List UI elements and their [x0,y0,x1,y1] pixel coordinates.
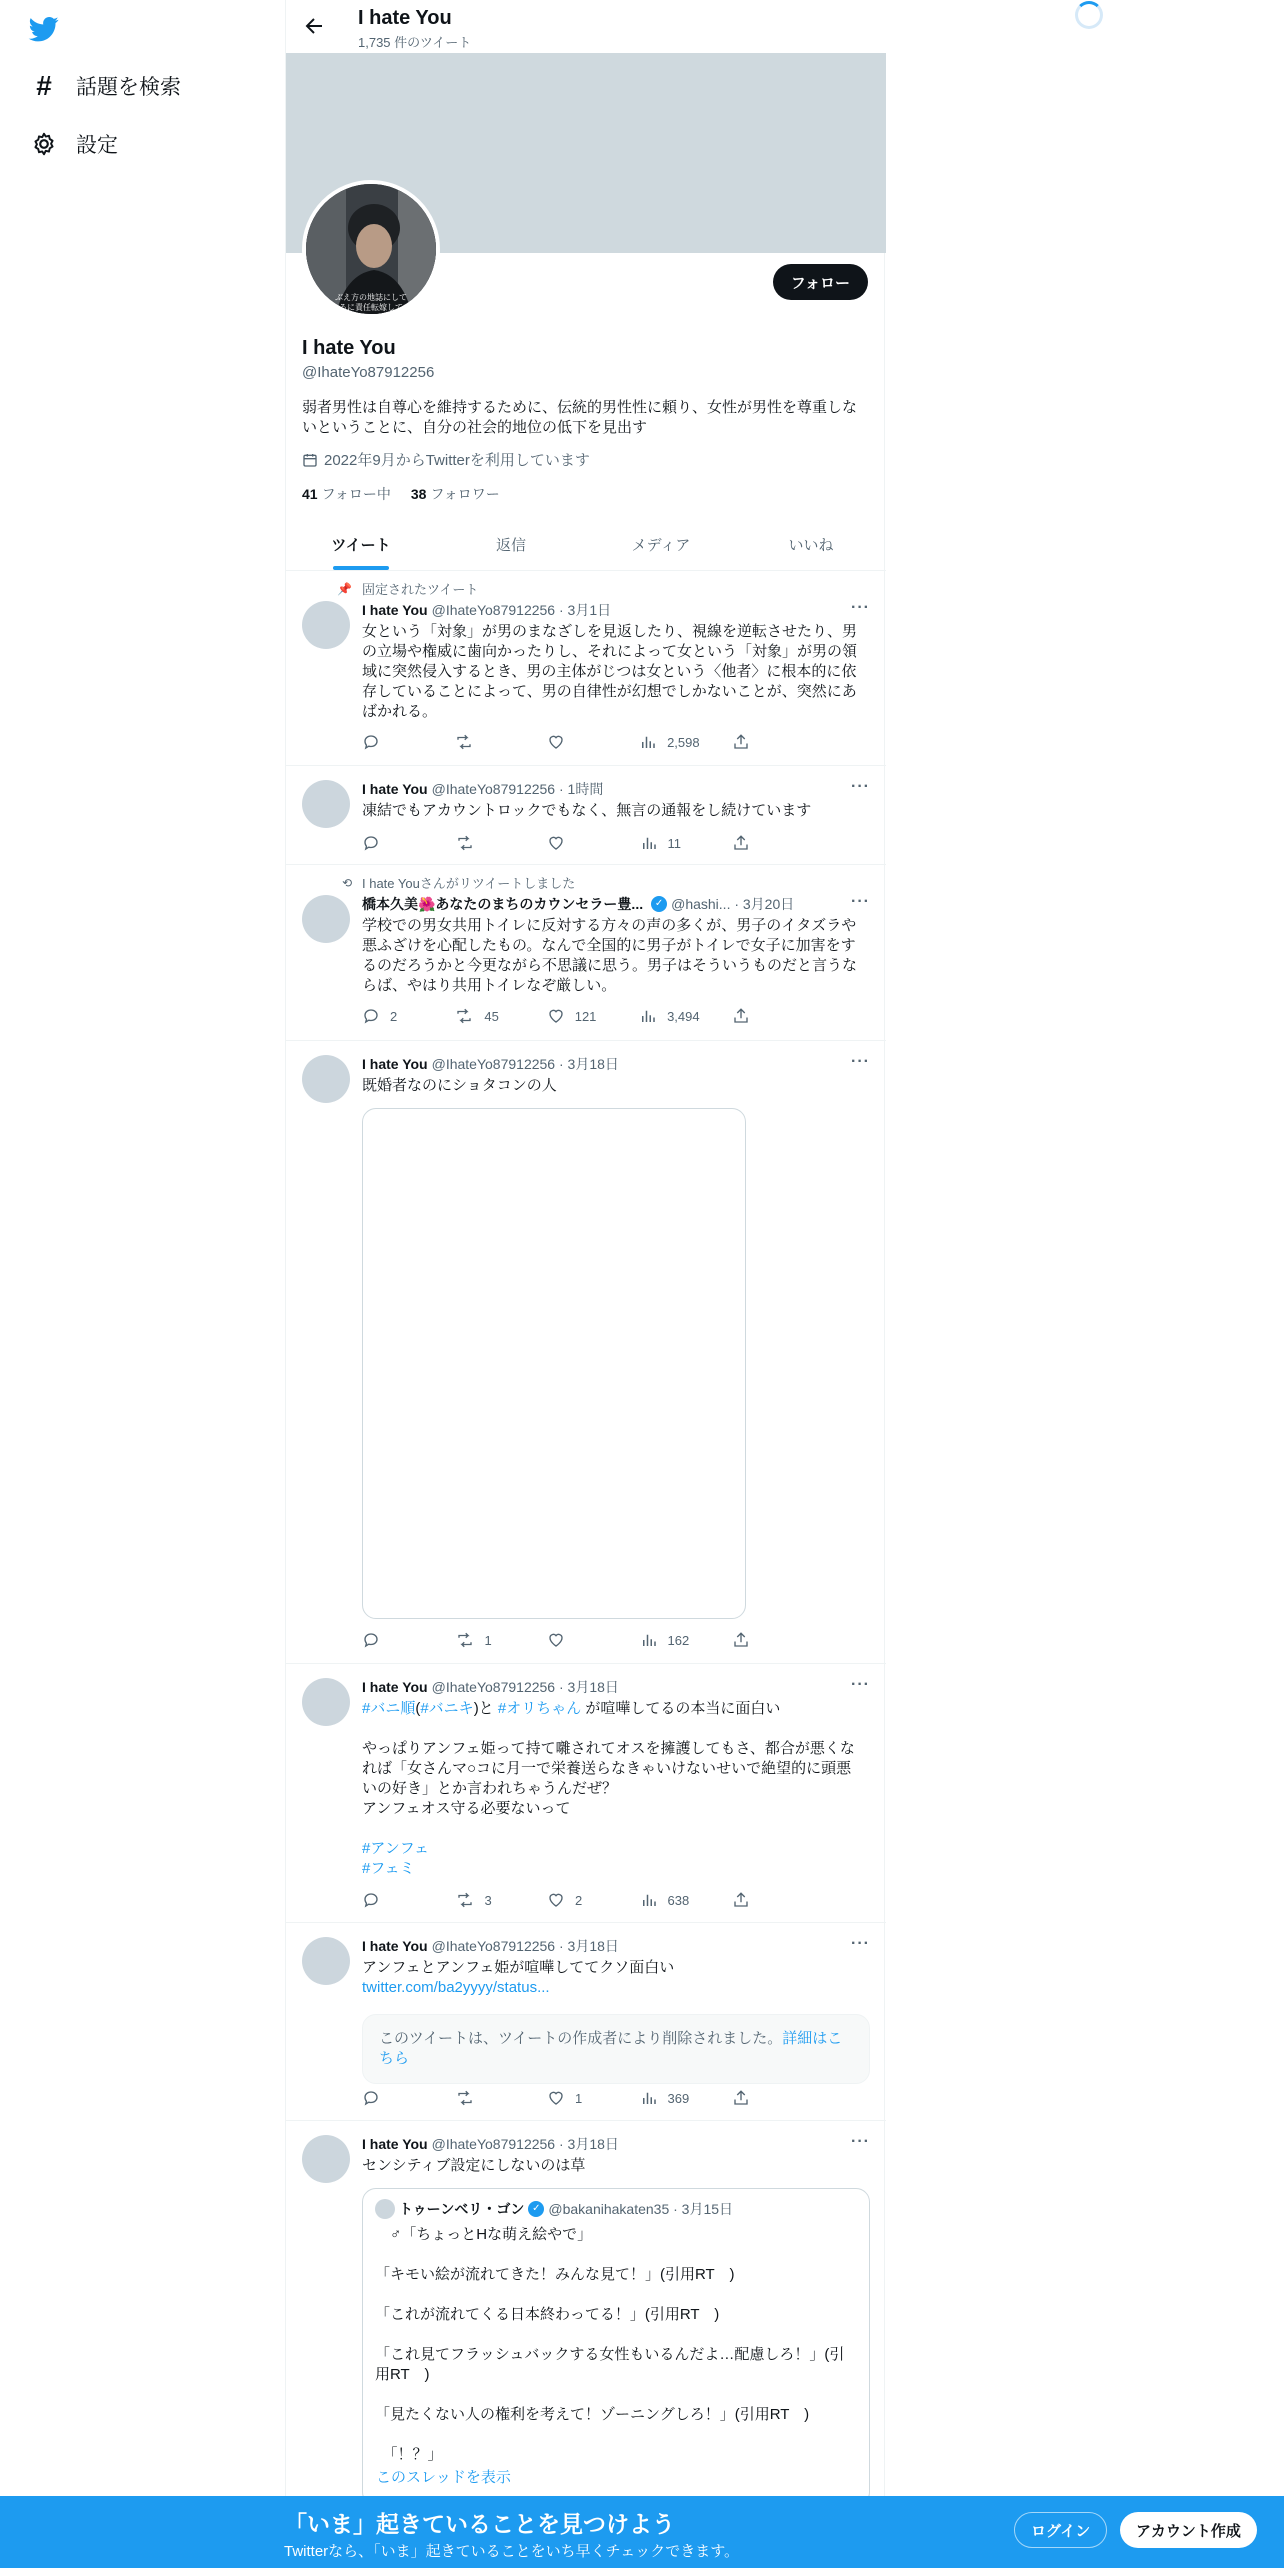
like-button[interactable] [547,733,607,751]
signup-bottom-bar [0,2496,1284,2568]
quote-header [375,2199,733,2219]
profile-bio: 弱者男性は自尊心を維持するために、伝統的男性性に頼り、女性が男性を尊重しないということに、自分の社会的地位の低下を見出す [302,399,858,436]
loading-spinner-icon [1075,1,1103,29]
quote-author-meta: @bakanihakaten35 · 3月15日 [548,2201,734,2217]
profile-handle: @IhateYo87912256 [302,364,435,381]
more-options-icon[interactable]: ··· [851,893,870,910]
action-count: 2 [575,1892,583,1908]
heart-icon [547,1631,575,1649]
avatar[interactable] [302,1937,350,1985]
retweet-button[interactable] [455,1631,515,1649]
action-count: 3,494 [667,1008,700,1024]
bottombar-subtitle: Twitterなら、「いま」起きていることをいち早くチェックできます。 [284,2543,740,2560]
author-name[interactable]: I hate You [362,602,428,618]
reply-button[interactable] [362,1007,422,1025]
following-count: 41 [302,486,318,502]
followers-link[interactable] [411,484,500,504]
profile-avatar[interactable] [302,180,440,318]
following-link[interactable] [302,484,391,504]
text-fragment: )と [473,1700,498,1717]
show-thread-link[interactable]: このスレッドを表示 [376,2469,511,2486]
like-button[interactable] [547,834,607,852]
retweet-icon: ⟲ [341,875,352,890]
author-name[interactable]: I hate You [362,781,428,797]
heart-icon [547,2089,575,2107]
action-count: 11 [667,835,681,851]
avatar-caption-1: ぶえ方の地誌にして [335,293,407,302]
share-button[interactable] [732,834,792,852]
tweet-actions [362,1007,792,1025]
author-name[interactable]: I hate You [362,2136,428,2152]
tweet-media-image[interactable] [362,1108,746,1619]
retweet-icon [454,1007,484,1025]
action-count: 121 [574,1008,597,1024]
following-label: フォロー中 [321,486,391,502]
tweet-media[interactable] [286,1041,886,1664]
tweet-text: センシティブ設定にしないのは草 [362,2157,586,2174]
tweet-context-text: 固定されたツイート [362,582,479,597]
tweet-text: 女という「対象」が男のまなざしを見返したり、視線を逆転させたり、男の立場や権威に歯向かったりし、それによって女という「対象」が男の領域に突然侵入するとき、男の主体がじつは女という〈他者〉に根本的に依存していることによって、男の自律性が幻想でしかないことが、突然にあばかれる。 [362,623,858,720]
retweet-icon [454,733,484,751]
profile-joined [302,449,590,470]
avatar[interactable] [302,1055,350,1103]
retweet-button[interactable] [454,1007,514,1025]
tweet-actions [362,2089,792,2107]
tweet-header [362,2134,870,2154]
profile-header [286,0,886,53]
author-name[interactable]: 橋本久美🌺あなたのまちのカウンセラー豊... [362,896,644,912]
pin-icon: 📌 [337,581,352,596]
tweet-actions [362,733,792,751]
header-tweet-count: 1,735 件のツイート [358,35,472,50]
quoted-tweet[interactable] [362,2188,870,2506]
share-icon [732,1631,760,1649]
author-name[interactable]: I hate You [362,1679,428,1695]
main-column [285,0,885,2568]
tweet[interactable] [286,1923,886,2121]
profile-tabs [286,518,886,571]
author-meta: @IhateYo87912256 · 3月18日 [431,1056,619,1072]
more-options-icon[interactable]: ··· [851,2133,870,2150]
author-meta: @IhateYo87912256 · 3月1日 [431,602,612,618]
signup-button[interactable]: アカウント作成 [1120,2512,1257,2548]
gear-icon [30,130,58,158]
author-name[interactable]: I hate You [362,1056,428,1072]
calendar-icon [302,452,318,468]
hashtag-link[interactable]: #アンフェ [362,1840,429,1857]
header-name: I hate You [358,7,452,29]
heart-icon [547,1007,575,1025]
action-count: 1 [575,2090,583,2106]
hashtag-link[interactable]: #バニ順 [362,1700,416,1717]
tweet-header [362,1677,870,1697]
share-button[interactable] [732,2089,792,2107]
more-options-icon[interactable]: ··· [851,778,870,795]
more-options-icon[interactable]: ··· [851,1676,870,1693]
author-meta: @IhateYo87912256 · 1時間 [431,781,604,797]
avatar-caption-2: ろに責任転嫁して [339,303,403,312]
action-count: 638 [667,1892,690,1908]
action-count: 369 [667,2090,690,2106]
hashtag-link[interactable]: #フェミ [362,1860,415,1877]
avatar[interactable] [302,2135,350,2183]
retweet-button[interactable] [455,834,515,852]
nav-settings[interactable] [30,124,118,164]
action-count: 2 [390,1008,398,1024]
views-button[interactable] [640,2089,700,2107]
tweet-header [362,1054,870,1074]
views-button[interactable] [639,733,700,751]
back-arrow-icon[interactable] [302,14,326,38]
text-fragment: が喧嘩してるの本当に面白い [581,1700,781,1717]
tweet-text: 学校での男女共用トイレに反対する方々の声の多くが、男子のイタズラや悪ふざけを心配したもの。なんで全国的に男子がトイレで女子に加害をするのだろうかと今更ながら不思議に思う。男子はそういうものだと言うならば、やはり共用トイレなぞ厳しい。 [362,917,858,994]
like-button[interactable] [547,1631,607,1649]
action-count: 2,598 [667,734,700,750]
tweet-context [336,579,478,598]
followers-label: フォロワー [430,486,500,502]
learn-more-link[interactable]: 詳細はこちら [379,2030,843,2067]
more-options-icon[interactable]: ··· [851,1053,870,1070]
share-icon [732,2089,760,2107]
reply-button[interactable] [362,733,422,751]
share-icon [732,834,760,852]
share-button[interactable] [732,1631,792,1649]
retweet-button[interactable] [454,733,514,751]
tweet-actions [362,1631,792,1649]
heart-icon [547,834,575,852]
avatar[interactable] [302,780,350,828]
heart-icon [547,733,575,751]
share-button[interactable] [732,1891,792,1909]
views-button[interactable] [640,1631,700,1649]
views-icon [640,2089,668,2107]
hashtag-link[interactable]: #バニキ [420,1700,474,1717]
reply-button[interactable] [362,1631,422,1649]
action-count: 45 [484,1008,499,1024]
like-button[interactable] [547,1891,607,1909]
more-options-icon[interactable]: ··· [851,1935,870,1952]
tweet-text: やっぱりアンフェ姫って持て囃されてオスを擁護してもさ、都合が悪くなれば「女さんマ○コに月一で栄養送らなきゃいけないせいで絶望的に頭悪いの好き」とか言われちゃうんだぜ？ アンフェオス守る必要ないって [362,1740,855,1817]
retweet-icon [455,834,485,852]
verified-badge-icon: ✓ [651,896,667,912]
avatar[interactable] [302,601,350,649]
action-count: 1 [484,1632,492,1648]
views-icon [640,834,668,852]
share-button[interactable] [732,1007,792,1025]
tweet-url-link[interactable]: twitter.com/ba2yyyy/status... [362,1979,550,1996]
tab-media[interactable]: メディア [631,536,691,554]
views-button[interactable] [639,1007,700,1025]
nav-explore[interactable] [30,66,181,106]
action-count: 3 [484,1892,492,1908]
author-meta: @hashi... · 3月20日 [671,896,795,912]
tweet-actions [362,1891,792,1909]
retweet-button[interactable] [455,1891,515,1909]
profile-name: I hate You [302,337,396,359]
reply-icon [362,1007,390,1025]
deleted-text: このツイートは、ツイートの作成者により削除されました。 [379,2030,783,2047]
views-icon [639,1007,667,1025]
nav-settings-label: 設定 [76,134,118,157]
follow-button[interactable]: フォロー [773,264,868,300]
heart-icon [547,1891,575,1909]
tweet-retweet[interactable] [286,865,886,1041]
avatar[interactable] [302,895,350,943]
tweet-text: 凍結でもアカウントロックでもなく、無言の通報をし続けています [362,802,812,819]
views-button[interactable] [640,1891,700,1909]
retweet-icon [455,2089,485,2107]
verified-badge-icon: ✓ [528,2201,544,2217]
twitter-bird-icon[interactable] [27,14,61,44]
action-count: 162 [667,1632,690,1648]
reply-icon [362,834,390,852]
nav-explore-label: 話題を検索 [76,76,181,99]
tweet-context [336,873,575,892]
retweet-button[interactable] [455,2089,515,2107]
tweet-header [362,779,870,799]
like-button[interactable] [547,1007,607,1025]
tweet[interactable] [286,766,886,865]
profile-joined-text: 2022年9月からTwitterを利用しています [324,452,590,469]
author-name[interactable]: I hate You [362,1938,428,1954]
tweet-header [362,1936,870,1956]
bottombar-title: 「いま」起きていることを見つけよう [284,2511,675,2537]
reply-icon [362,733,390,751]
retweet-icon [455,1631,485,1649]
tab-likes[interactable]: いいね [788,536,834,554]
tweet-context-text: I hate Youさんがリツイートしました [362,876,576,891]
reply-button[interactable] [362,1891,422,1909]
views-button[interactable] [640,834,700,852]
more-options-icon[interactable]: ··· [851,599,870,616]
tweet-text-line1 [362,1699,862,1719]
login-button[interactable]: ログイン [1014,2512,1107,2548]
views-icon [639,733,667,751]
tweet-text: 既婚者なのにショタコンの人 [362,1077,557,1094]
reply-icon [362,1891,390,1909]
author-meta: @IhateYo87912256 · 3月18日 [431,2136,619,2152]
quote-author-name: トゥーンベリ・ゴン [399,2201,525,2217]
reply-button[interactable] [362,2089,422,2107]
tweet-pinned[interactable] [286,571,886,766]
quote-avatar [375,2199,395,2219]
reply-icon [362,2089,390,2107]
share-icon [732,733,760,751]
followers-count: 38 [410,486,427,502]
views-icon [640,1631,668,1649]
share-icon [732,1891,760,1909]
tweet[interactable] [286,1664,886,1923]
tweet-actions [362,834,792,852]
tweet-header [362,600,870,620]
views-icon [640,1891,668,1909]
reply-icon [362,1631,390,1649]
share-icon [732,1007,760,1025]
reply-button[interactable] [362,834,422,852]
like-button[interactable] [547,2089,607,2107]
deleted-tweet-notice [362,2014,870,2084]
tab-tweets[interactable]: ツイート [286,518,436,570]
author-meta: @IhateYo87912256 · 3月18日 [431,1938,619,1954]
avatar[interactable] [302,1678,350,1726]
quote-text: ♂「ちょっとHな萌え絵やで」 「キモい絵が流れてきた！みんな見て！」(引用RT ) 「これが流れてくる日本終わってる！」(引用RT ) 「これ見てフラッシュバックする女性もいるんだよ…配慮しろ！」(引用RT ) 「見たくない人の権利を考えて！ゾーニングしろ！」(引用RT ) 「！？」 [375,2226,845,2463]
author-meta: @IhateYo87912256 · 3月18日 [431,1679,619,1695]
tweet-quote[interactable] [286,2121,886,2496]
hashtag-link[interactable]: #オリちゃん [497,1700,582,1717]
text-fragment: ( [415,1700,421,1717]
hashtag-icon: # [36,70,52,101]
profile-follow-stats [302,484,500,504]
tweet-header [362,894,870,914]
share-button[interactable] [732,733,792,751]
retweet-icon [455,1891,485,1909]
tab-replies[interactable]: 返信 [495,536,526,554]
tweet-text: アンフェとアンフェ姫が喧嘩しててクソ面白い [362,1959,675,1976]
